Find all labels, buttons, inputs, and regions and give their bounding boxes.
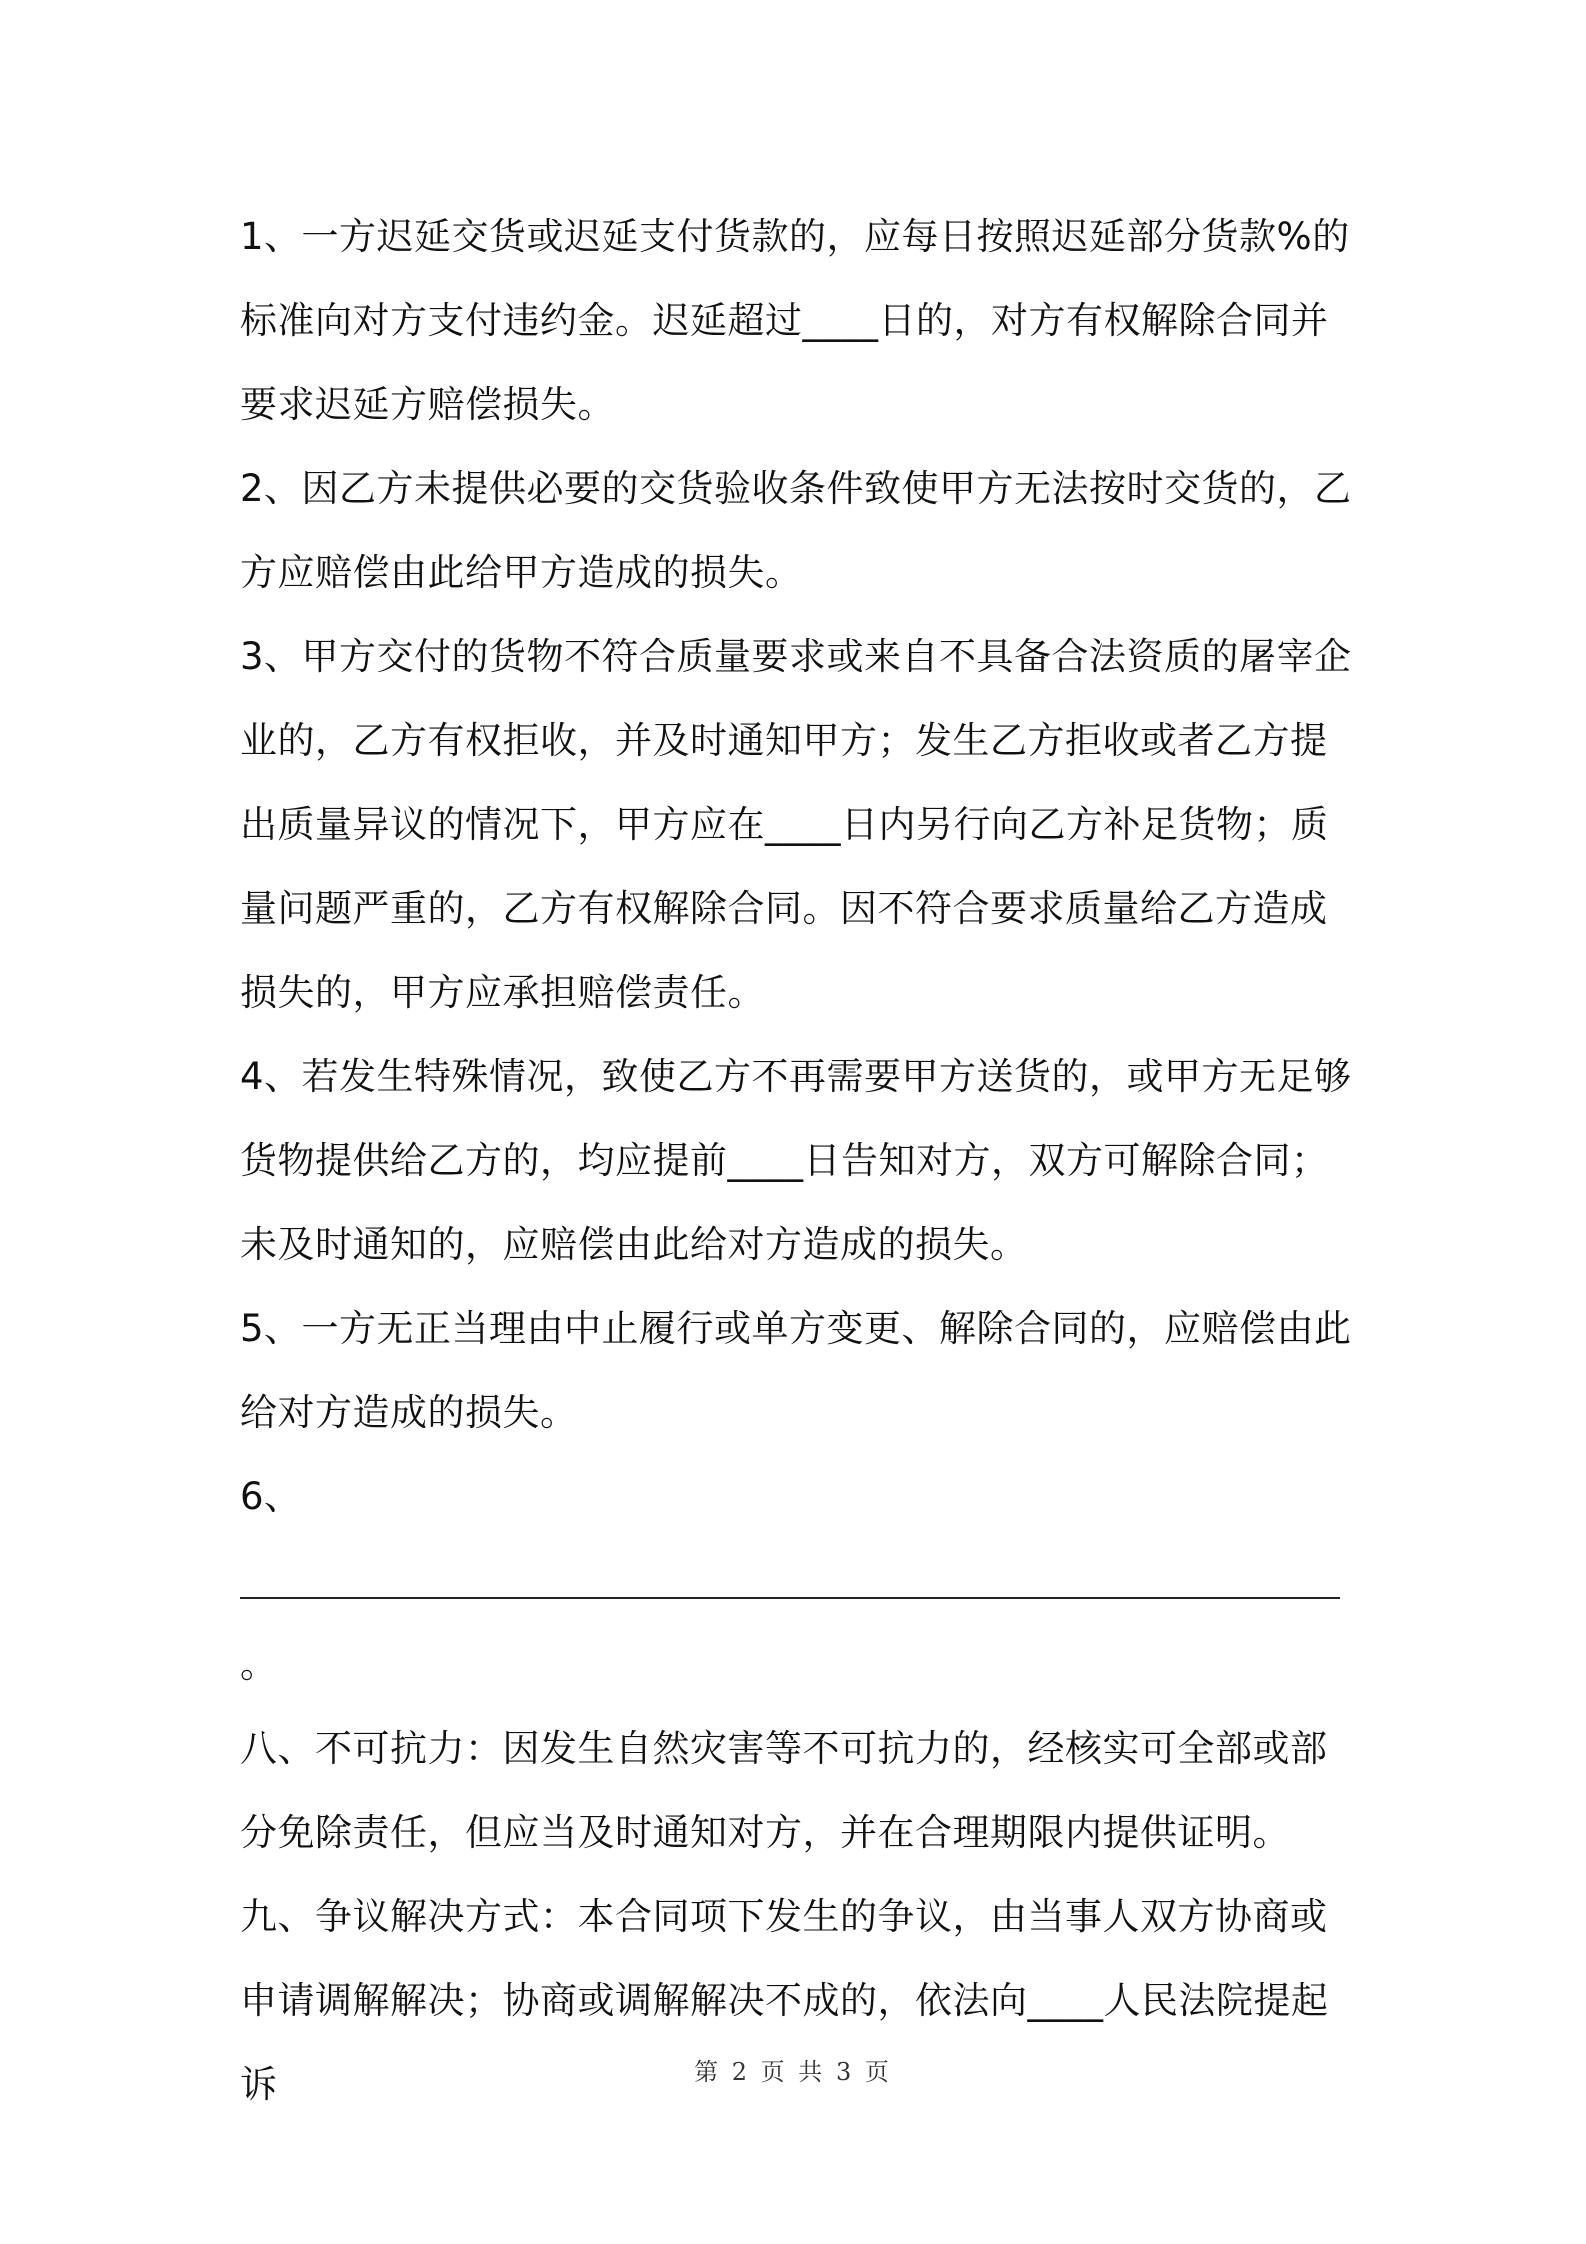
clause-6-end: 。	[240, 1643, 278, 1686]
clause-1: 1、一方迟延交货或迟延支付货款的，应每日按照迟延部分货款%的标准向对方支付违约金。迟延超过____日的，对方有权解除合同并要求迟延方赔偿损失。	[240, 215, 1350, 426]
clause-6: 6、	[240, 1475, 302, 1518]
section-force-majeure: 八、不可抗力：因发生自然灾害等不可抗力的，经核实可全部或部分免除责任，但应当及时通知对方，并在合理期限内提供证明。	[240, 1727, 1328, 1854]
section-dispute-resolution: 九、争议解决方式：本合同项下发生的争议，由当事人双方协商或申请调解解决；协商或调解解决不成的，依法向____人民法院提起诉	[240, 1895, 1329, 2106]
clause-4: 4、若发生特殊情况，致使乙方不再需要甲方送货的，或甲方无足够货物提供给乙方的，均应提前____日告知对方，双方可解除合同；未及时通知的，应赔偿由此给对方造成的损失。	[240, 1055, 1352, 1266]
clause-3: 3、甲方交付的货物不符合质量要求或来自不具备合法资质的屠宰企业的，乙方有权拒收，并及时通知甲方；发生乙方拒收或者乙方提出质量异议的情况下，甲方应在____日内另行向乙方补足货物；质量问题严重的，乙方有权解除合同。因不符合要求质量给乙方造成损失的，甲方应承担赔偿责任。	[240, 635, 1352, 1014]
clause-5: 5、一方无正当理由中止履行或单方变更、解除合同的，应赔偿由此给对方造成的损失。	[240, 1307, 1352, 1434]
clause-2: 2、因乙方未提供必要的交货验收条件致使甲方无法按时交货的，乙方应赔偿由此给甲方造成的损失。	[240, 467, 1352, 594]
page-number-footer: 第 2 页 共 3 页	[694, 2058, 892, 2086]
clause-6-blank-line	[240, 1539, 1360, 1623]
document-body	[240, 195, 1360, 2127]
fill-in-underline	[240, 1597, 1340, 1599]
